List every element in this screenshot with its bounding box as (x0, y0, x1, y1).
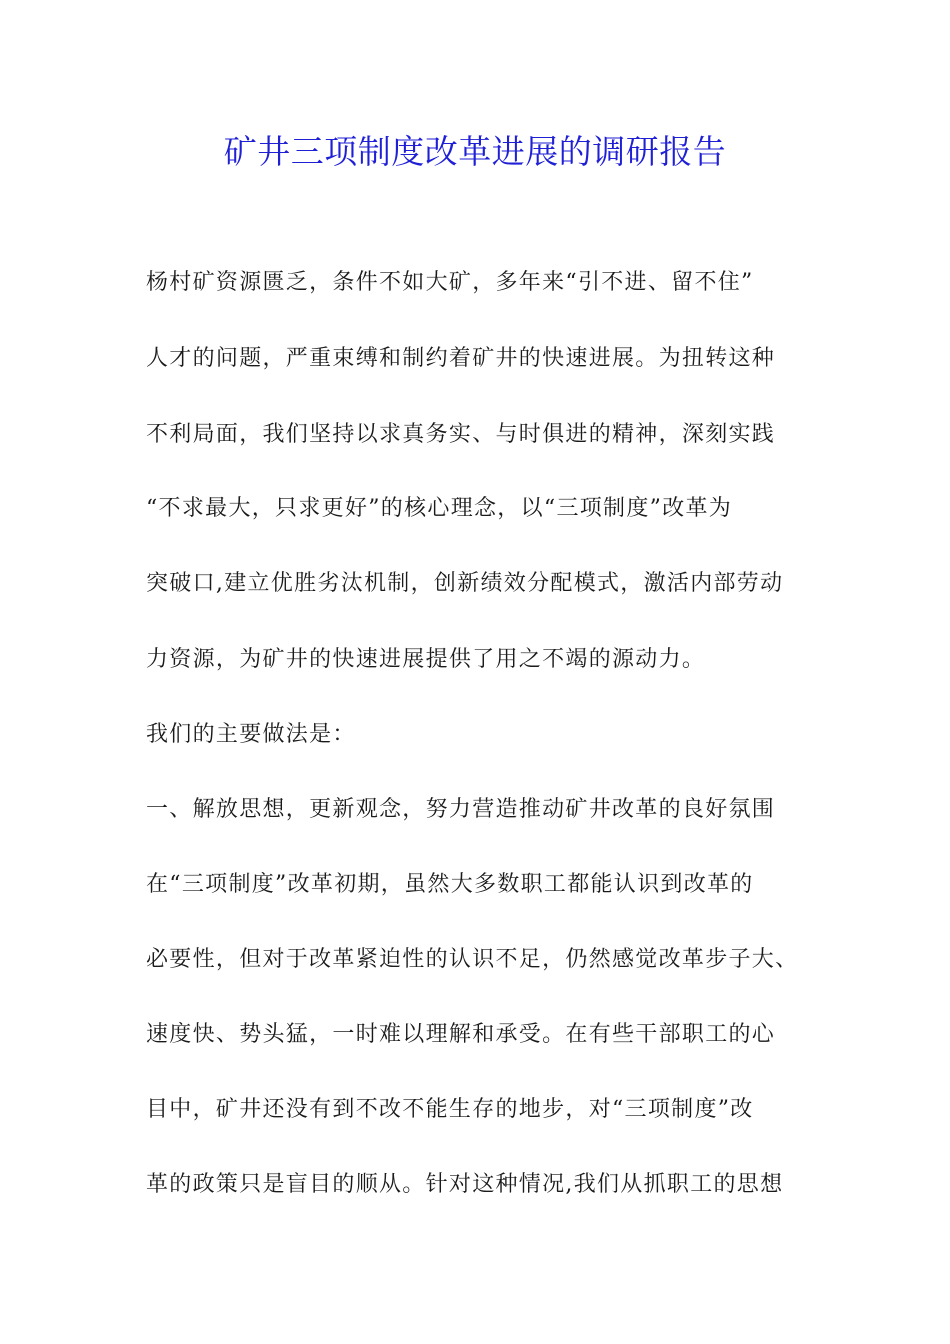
body-line-2: 人才的问题，严重束缚和制约着矿井的快速进展。为扭转这种 (146, 346, 776, 371)
section-heading-1: 一、解放思想，更新观念，努力营造推动矿井改革的良好氛围 (146, 797, 776, 822)
body-line-4: “不求最大，只求更好”的核心理念，以“三项制度”改革为 (146, 496, 733, 521)
body-line-5: 突破口,建立优胜劣汰机制，创新绩效分配模式，激活内部劳动 (146, 571, 784, 596)
body-line-10: 必要性，但对于改革紧迫性的认识不足，仍然感觉改革步子大、 (146, 947, 799, 972)
document-title: 矿井三项制度改革进展的调研报告 (223, 132, 727, 171)
body-line-9: 在“三项制度”改革初期，虽然大多数职工都能认识到改革的 (146, 872, 754, 897)
body-line-12: 目中，矿井还没有到不改不能生存的地步，对“三项制度”改 (146, 1097, 754, 1122)
body-line-13: 革的政策只是盲目的顺从。针对这种情况,我们从抓职工的思想 (146, 1172, 784, 1197)
body-line-6: 力资源，为矿井的快速进展提供了用之不竭的源动力。 (146, 647, 706, 672)
body-line-3: 不利局面，我们坚持以求真务实、与时俱进的精神，深刻实践 (146, 422, 776, 447)
body-line-11: 速度快、势头猛，一时难以理解和承受。在有些干部职工的心 (146, 1022, 776, 1047)
body-line-1: 杨村矿资源匮乏，条件不如大矿，多年来“引不进、留不住” (146, 270, 754, 295)
body-line-7: 我们的主要做法是： (146, 722, 356, 747)
